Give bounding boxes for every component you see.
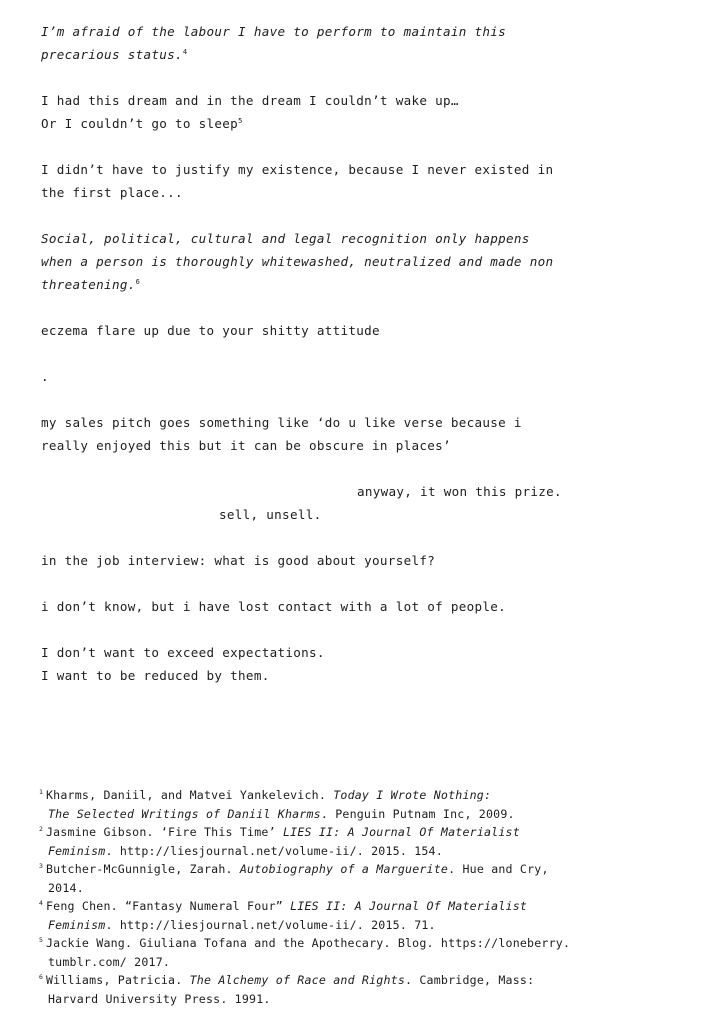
text: when a person is thoroughly whitewashed, neutralized and made non — [41, 254, 554, 269]
text: Feminism — [48, 843, 106, 858]
footnote: 2 Jasmine Gibson. ‘Fire This Time’ LIES II: A Journal Of Materialist — [39, 825, 520, 839]
text-line — [41, 549, 661, 572]
text: eczema flare up due to your shitty attitude — [41, 323, 380, 338]
footnote: 3 Butcher-McGunnigle, Zarah. Autobiography of a Marguerite. Hue and Cry, — [39, 862, 549, 876]
footnote-cont — [39, 953, 659, 972]
footnote-cont — [39, 990, 659, 1009]
footnote-cont — [39, 842, 659, 861]
text: I want to be reduced by them. — [41, 668, 270, 683]
text-line — [41, 664, 661, 687]
text: Williams, Patricia. — [46, 973, 190, 987]
text: . — [41, 369, 49, 384]
text: in the job interview: what is good about yourself? — [41, 553, 436, 568]
text: precarious status. — [41, 47, 183, 62]
text: The Selected Writings of Daniil Kharms — [48, 806, 321, 821]
footnote-cont — [39, 879, 659, 898]
text-line — [41, 227, 661, 250]
footnote: 1 Kharms, Daniil, and Matvei Yankelevich. Today I Wrote Nothing: — [39, 788, 492, 802]
poem-body — [41, 20, 661, 687]
text-line — [41, 480, 661, 503]
text-line — [41, 181, 661, 204]
text-line — [41, 434, 661, 457]
text: anyway, it won this prize. — [357, 484, 562, 499]
text: I didn’t have to justify my existence, because I never existed in — [41, 162, 554, 177]
text: the first place... — [41, 185, 183, 200]
footnotes — [39, 786, 659, 1008]
footnote-ref: 6 — [135, 278, 141, 286]
text: Autobiography of a Marguerite — [239, 862, 449, 876]
text-line — [41, 20, 661, 43]
text: 2014. — [48, 880, 84, 895]
text: I don’t want to exceed expectations. — [41, 645, 325, 660]
text: sell, unsell. — [219, 507, 322, 522]
text-line — [41, 641, 661, 664]
footnote: 6 Williams, Patricia. The Alchemy of Race and Rights. Cambridge, Mass: — [39, 973, 535, 987]
text: Butcher-McGunnigle, Zarah. — [46, 862, 240, 876]
text: threatening. — [41, 277, 136, 292]
text-line — [41, 319, 661, 342]
text: Feminism — [48, 917, 106, 932]
text: . Cambridge, Mass: — [405, 973, 535, 987]
text: really enjoyed this but it can be obscure in places’ — [41, 438, 451, 453]
text: Today I Wrote Nothing: — [333, 788, 492, 802]
text-line — [41, 411, 661, 434]
text-line — [41, 250, 661, 273]
text: Jackie Wang. Giuliana Tofana and the Apothecary. Blog. https://loneberry. — [46, 936, 571, 950]
footnote-ref: 5 — [238, 117, 243, 125]
text: . Hue and Cry, — [448, 862, 549, 876]
text-line — [41, 365, 661, 388]
text: Kharms, Daniil, and Matvei Yankelevich. — [46, 788, 334, 802]
text: Feng Chen. “Fantasy Numeral Four” — [46, 899, 291, 913]
text: I had this dream and in the dream I couldn’t wake up… — [41, 93, 459, 108]
text: tumblr.com/ 2017. — [48, 954, 171, 969]
text: my sales pitch goes something like ‘do u like verse because i — [41, 415, 522, 430]
text-line — [41, 158, 661, 181]
text: . http://liesjournal.net/volume-ii/. 2015. 154. — [105, 843, 443, 858]
text: . Penguin Putnam Inc, 2009. — [320, 806, 515, 821]
footnote-cont — [39, 916, 659, 935]
text-line — [41, 89, 661, 112]
text: Social, political, cultural and legal recognition only happens — [41, 231, 530, 246]
text: . http://liesjournal.net/volume-ii/. 2015. 71. — [105, 917, 436, 932]
text-line — [41, 273, 661, 296]
text-line — [41, 503, 661, 526]
text: The Alchemy of Race and Rights — [189, 973, 406, 987]
footnote: 4 Feng Chen. “Fantasy Numeral Four” LIES II: A Journal Of Materialist — [39, 899, 528, 913]
text-line — [41, 43, 661, 66]
footnote-ref: 4 — [182, 48, 188, 56]
text: i don’t know, but i have lost contact with a lot of people. — [41, 599, 507, 614]
text: LIES II: A Journal Of Materialist — [282, 825, 520, 839]
text: LIES II: A Journal Of Materialist — [290, 899, 528, 913]
text: Jasmine Gibson. ‘Fire This Time’ — [46, 825, 283, 839]
text: Or I couldn’t go to sleep — [41, 116, 239, 131]
text-line — [41, 595, 661, 618]
text-line — [41, 112, 661, 135]
text: I’m afraid of the labour I have to perform to maintain this — [41, 24, 507, 39]
footnote-cont — [39, 805, 659, 824]
footnote: 5 Jackie Wang. Giuliana Tofana and the Apothecary. Blog. https://loneberry. — [39, 936, 571, 950]
text: Harvard University Press. 1991. — [48, 991, 271, 1006]
